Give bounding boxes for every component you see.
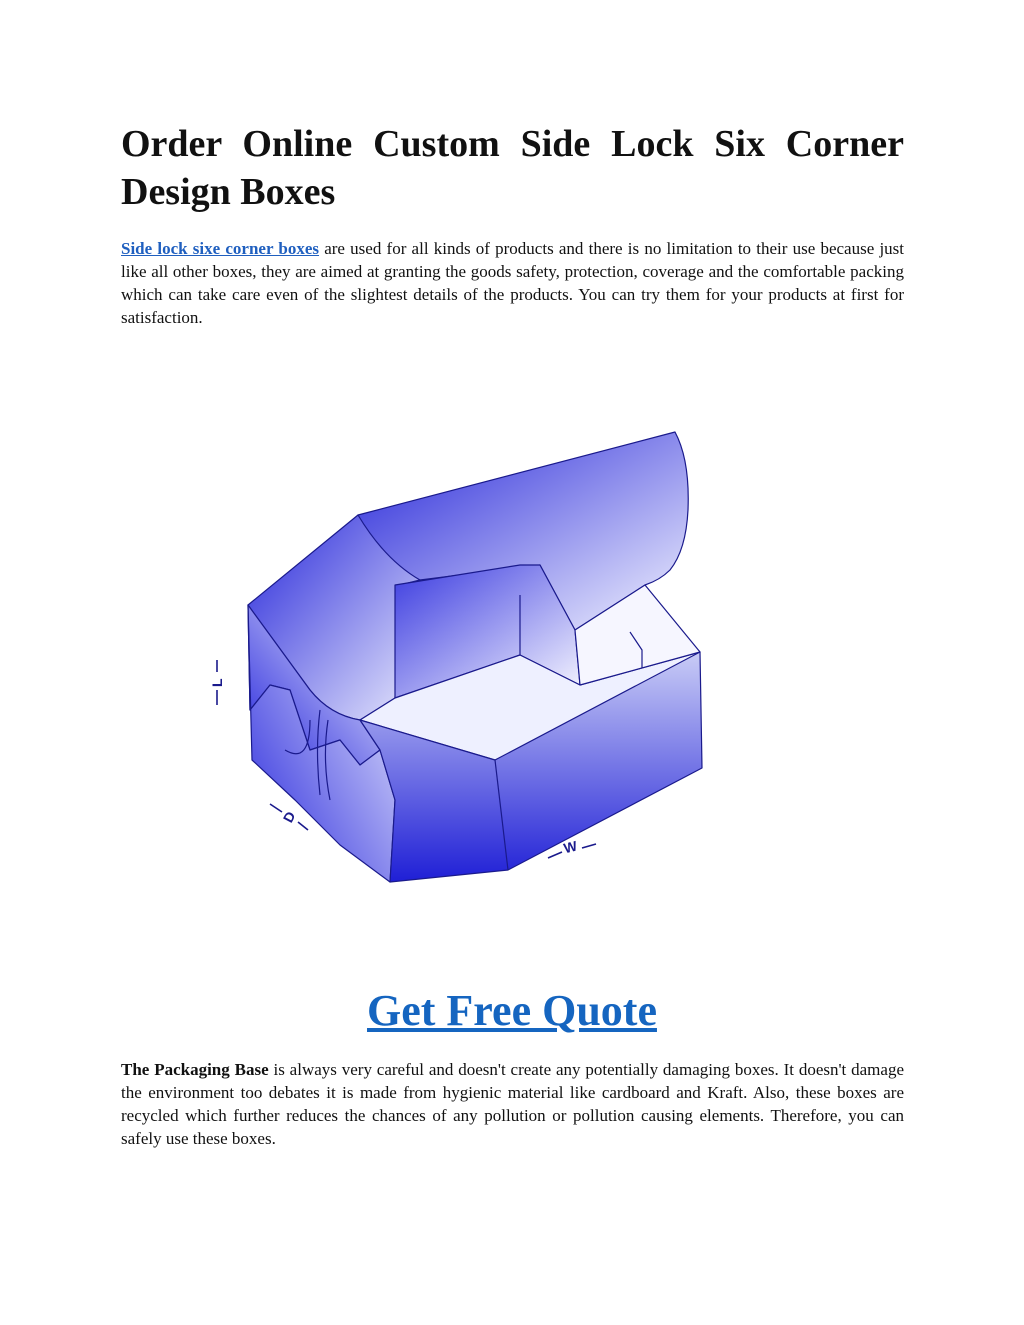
dim-d-label: D: [279, 808, 299, 826]
side-lock-box-drawing: [190, 420, 720, 895]
outro-paragraph: [121, 1058, 904, 1150]
box-illustration: [190, 420, 720, 895]
page-title: Order Online Custom Side Lock Six Corner Design Boxes: [121, 123, 904, 213]
brand-name: The Packaging Base: [121, 1060, 269, 1079]
intro-text: are used for all kinds of products and there is no limitation to their use because just like all other boxes, they are aimed at granting the goods safety, protection, coverage and the comfortable packing which can take care even of the slightest details of the products. You can try them for your products at first for satisfaction.: [121, 239, 905, 327]
get-free-quote-link[interactable]: Get Free Quote: [367, 986, 657, 1035]
dim-l-label: L: [209, 678, 225, 687]
dim-w-label: W: [562, 837, 579, 857]
outro-text: is always very careful and doesn't create any potentially damaging boxes. It doesn't damage the environment too debates it is made from hygienic material like cardboard and Kraft. Also, these boxes are recycled which further reduces the chances of any pollution or pollution causing elements. Therefore, you can safely use these boxes.: [121, 1060, 904, 1148]
cta-container: [0, 983, 1024, 1039]
intro-link[interactable]: Side lock sixe corner boxes: [121, 239, 320, 258]
intro-paragraph: [121, 237, 904, 329]
